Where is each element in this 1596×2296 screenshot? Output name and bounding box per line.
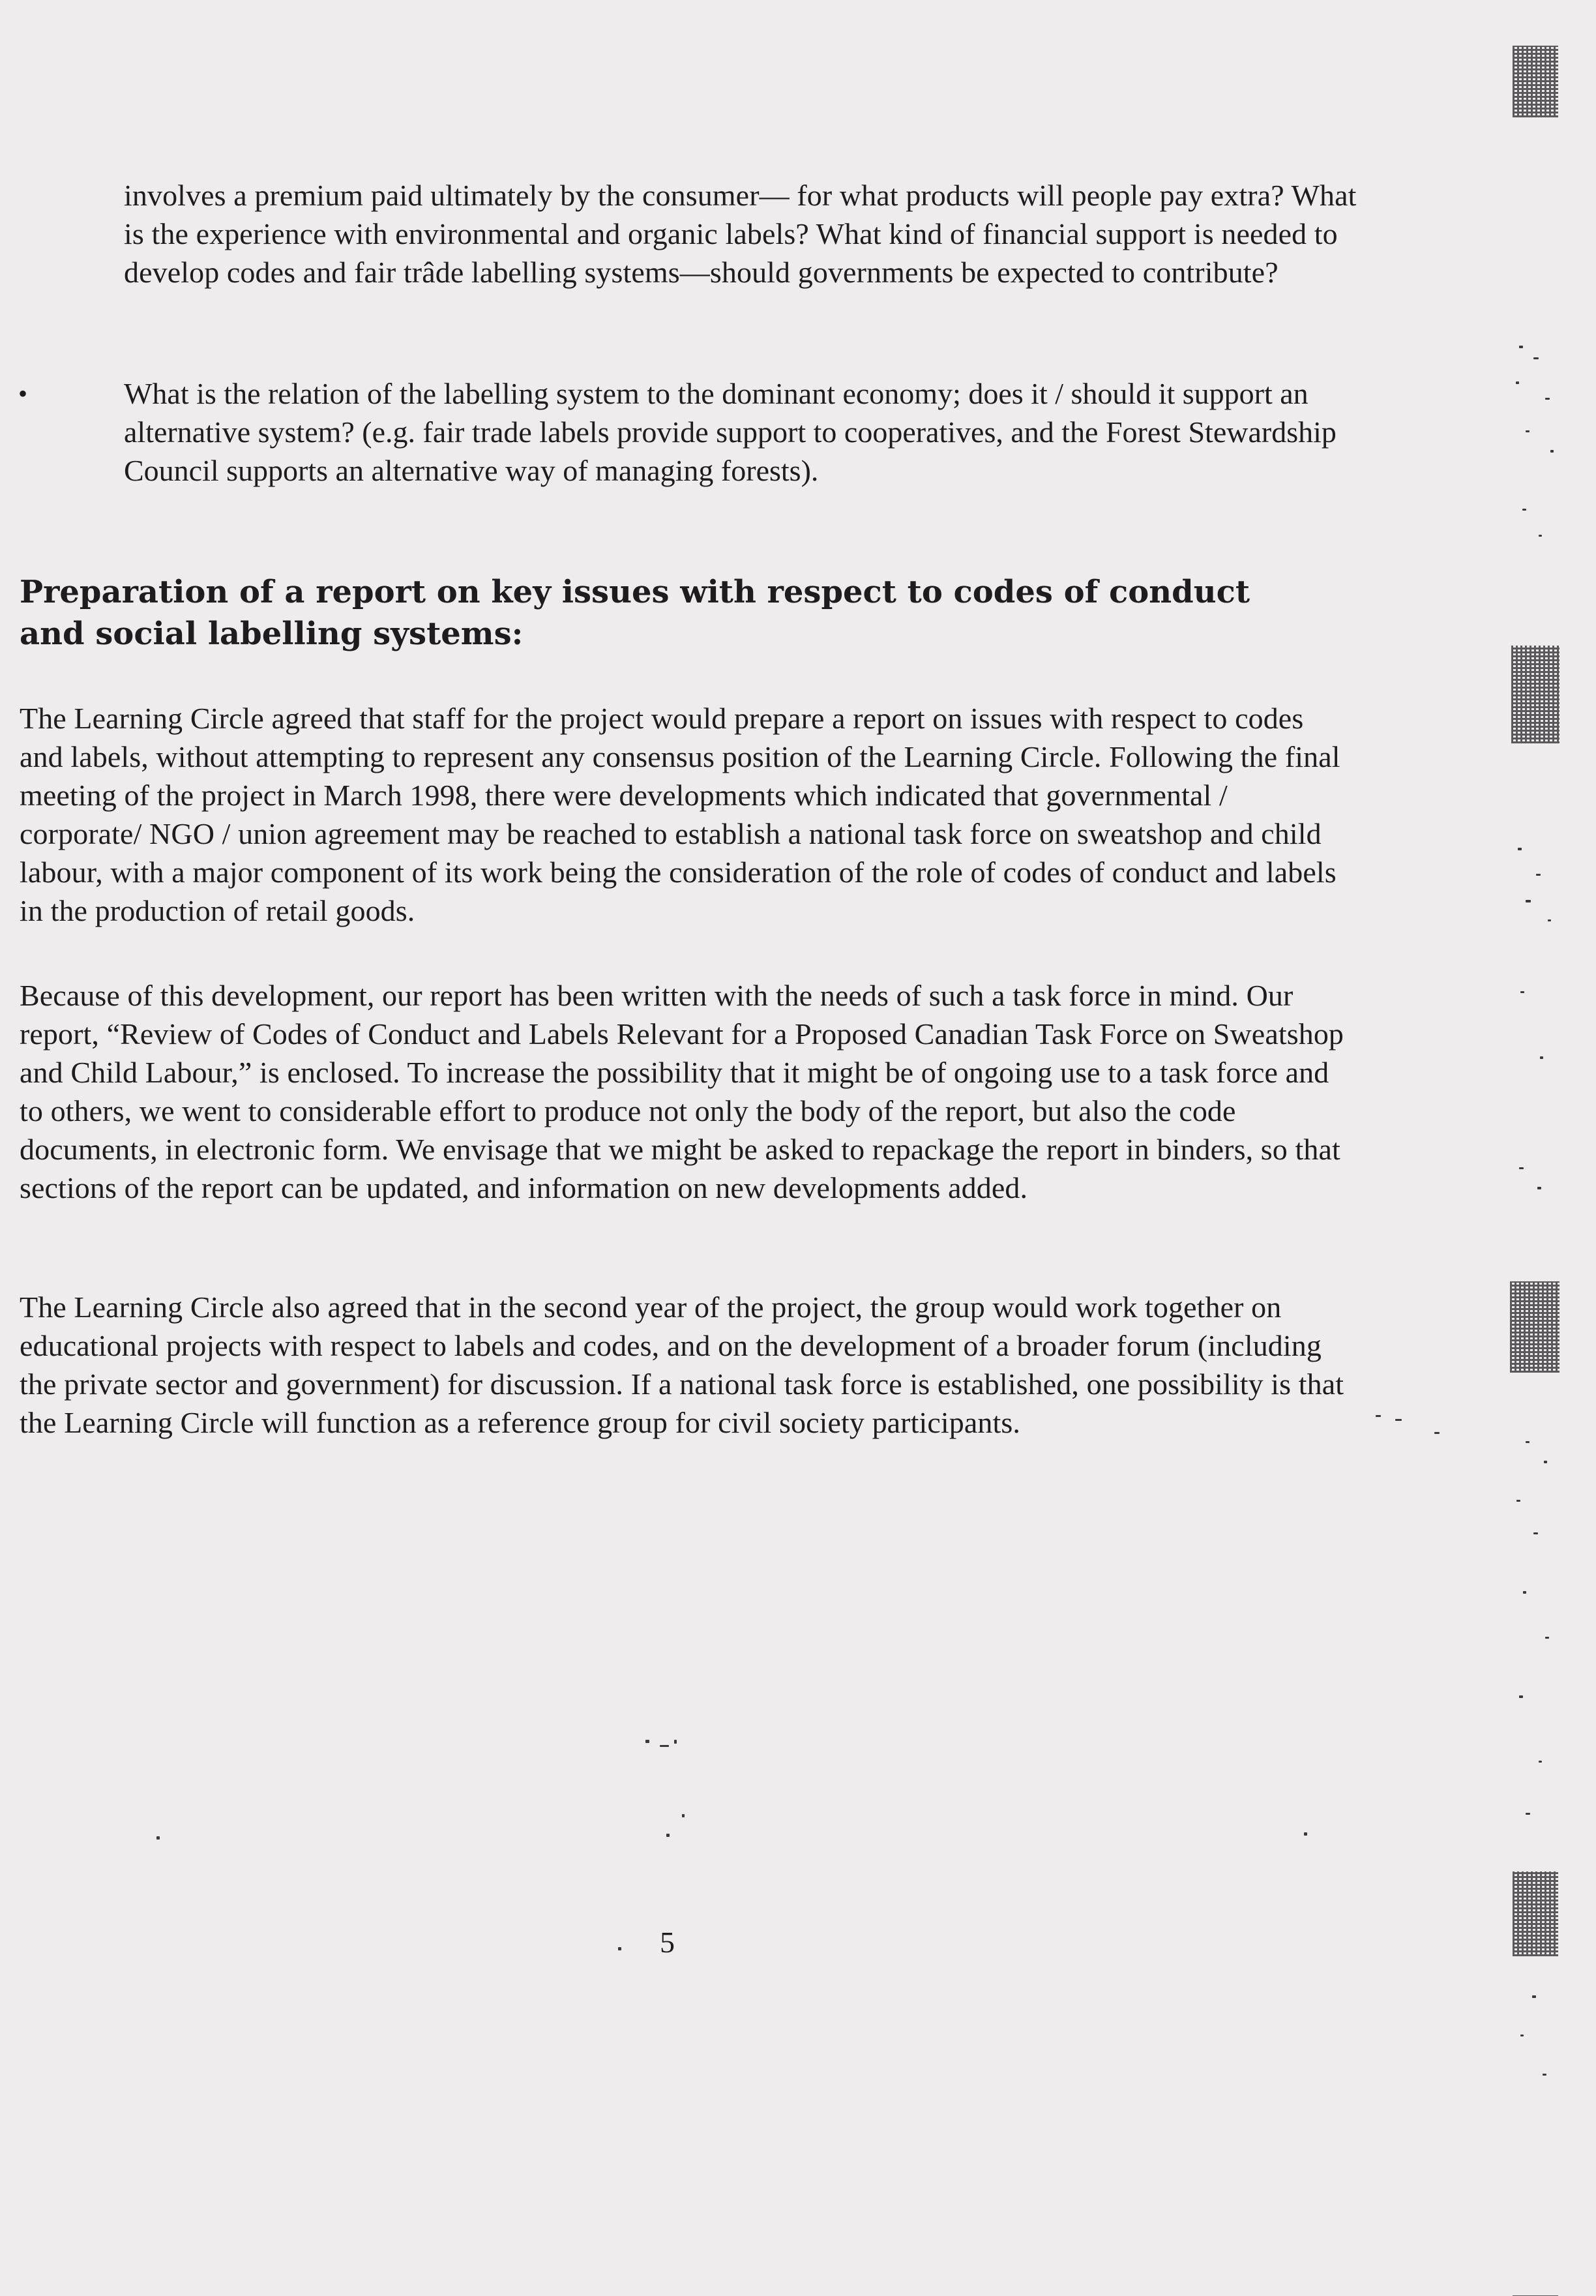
scan-speck [674, 1740, 677, 1744]
body-paragraph-2: Because of this development, our report has been written with the needs of such a task force in mind. Our report, “Review of Codes of Conduct and Labels Relevant for a Proposed Canadian Task Force on Sweatshop and Child Labour,” is enclosed. To increase the possibility that it might be of ongoing use to a task force and to others, we went to considerable effort to produce not only the body of the report, but also the code documents, in electronic form. We envisage that we might be asked to repackage the report in binders, so that sections of the report can be updated, and information on new developments added. [20, 979, 1344, 1204]
scan-speck [645, 1740, 649, 1743]
scan-speck [1376, 1415, 1381, 1417]
scan-speck [666, 1834, 670, 1837]
scan-speck [1395, 1419, 1402, 1421]
body-paragraph-3: The Learning Circle also agreed that in the second year of the project, the group would work together on educational projects with respect to labels and codes, and on the development of a broader forum (including the private sector and government) for discussion. If a national task force is established, one possibility is that the Learning Circle will function as a reference group for civil society participants. [20, 1290, 1344, 1439]
continuation-paragraph: involves a premium paid ultimately by the consumer— for what products will people pay extra? What is the experience with environmental and organic labels? What kind of financial support is needed to develop codes and fair trâde labelling systems—should governments be expected to contribute? [124, 179, 1357, 289]
page-number: 5 [660, 1926, 675, 1959]
scan-speck [618, 1947, 621, 1950]
body-paragraph-1: The Learning Circle agreed that staff for the project would prepare a report on issues with respect to codes and labels, without attempting to represent any consensus position of the Learning Circle. Following the final meeting of the project in March 1998, there were developments which indicated that governmental / corporate/ NGO / union agreement may be reached to establish a national task force on sweatshop and child labour, with a major component of its work being the consideration of the role of codes of conduct and labels in the production of retail goods. [20, 702, 1340, 927]
scan-speck [682, 1814, 685, 1817]
section-heading: Preparation of a report on key issues with respect to codes of conduct and social labelling systems: [20, 574, 1250, 652]
scan-speck [156, 1836, 160, 1840]
bullet-icon: • [18, 379, 28, 408]
scan-speck [660, 1745, 669, 1747]
scan-speck [1434, 1432, 1440, 1434]
scan-speck [1304, 1832, 1307, 1836]
bullet-text: What is the relation of the labelling system to the dominant economy; does it / should it support an alternative system? (e.g. fair trade labels provide support to cooperatives, and the Forest Stewardship Council supports an alternative way of managing forests). [124, 377, 1337, 487]
scan-edge-noise [1493, 0, 1596, 2141]
